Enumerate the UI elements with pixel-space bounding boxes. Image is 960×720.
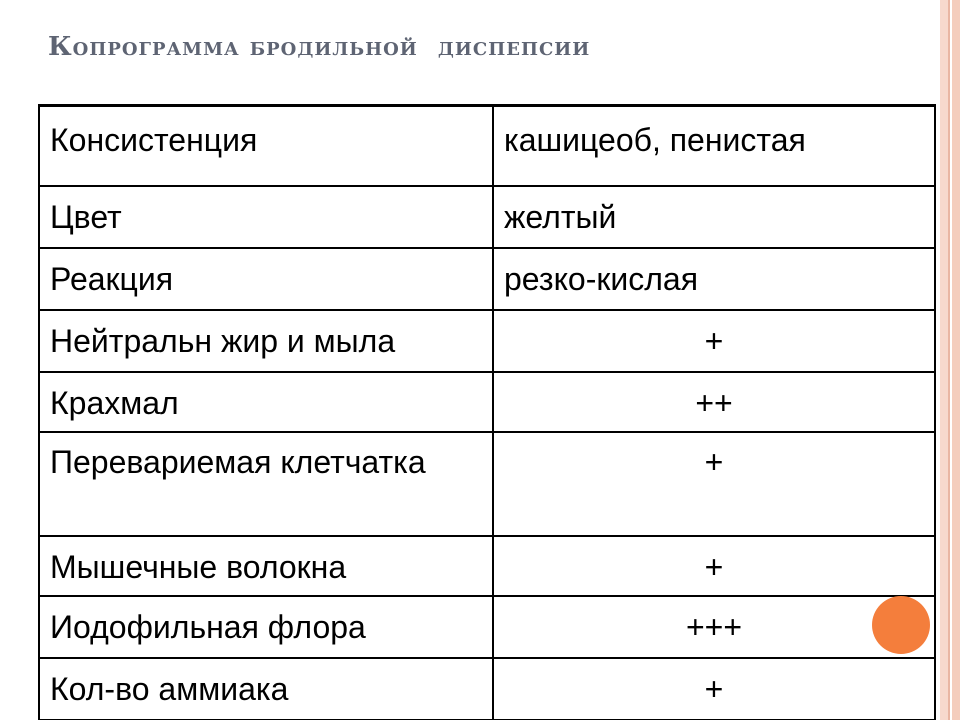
value-cell: резко-кислая [493, 248, 935, 310]
parameter-cell: Кол-во аммиака [39, 658, 493, 720]
value-cell: + [493, 432, 935, 536]
value-cell: + [493, 310, 935, 372]
value-cell: ++ [493, 372, 935, 432]
table-row [39, 106, 935, 186]
decorative-circle [872, 596, 930, 654]
table-row [39, 536, 935, 596]
table-row [39, 248, 935, 310]
parameter-cell: Крахмал [39, 372, 493, 432]
parameter-cell: Перевариемая клетчатка [39, 432, 493, 536]
slide-title: Копрограмма бродильной диспепсии [48, 32, 591, 62]
table-row [39, 596, 935, 658]
coprogram-table [38, 104, 936, 720]
parameter-cell: Мышечные волокна [39, 536, 493, 596]
parameter-cell: Иодофильная флора [39, 596, 493, 658]
value-cell: + [493, 658, 935, 720]
decorative-stripe [948, 0, 950, 720]
table-row [39, 372, 935, 432]
parameter-cell: Консистенция [39, 106, 493, 186]
value-cell: кашицеоб, пенистая [493, 106, 935, 186]
parameter-cell: Нейтральн жир и мыла [39, 310, 493, 372]
decorative-stripe [940, 0, 948, 720]
parameter-cell: Цвет [39, 186, 493, 248]
table-row [39, 186, 935, 248]
decorative-stripe [952, 0, 960, 720]
value-cell: +++ [493, 596, 935, 658]
table-row [39, 432, 935, 536]
value-cell: + [493, 536, 935, 596]
table-row [39, 658, 935, 720]
table-row [39, 310, 935, 372]
parameter-cell: Реакция [39, 248, 493, 310]
value-cell: желтый [493, 186, 935, 248]
